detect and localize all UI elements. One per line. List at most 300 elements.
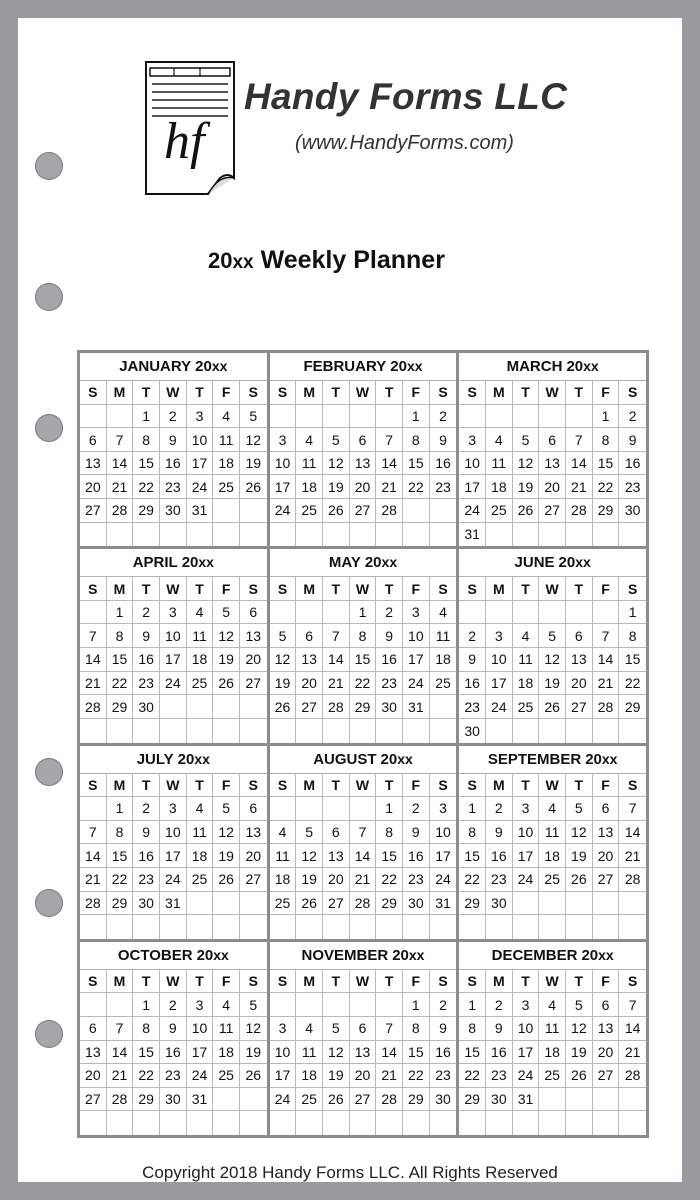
day-cell: 2 (430, 993, 457, 1017)
day-cell: 9 (160, 428, 187, 452)
weekday-header: T (187, 774, 214, 798)
day-cell (270, 601, 297, 625)
weekday-header: T (133, 381, 160, 405)
day-cell: 3 (459, 428, 486, 452)
day-cell: 5 (566, 993, 593, 1017)
day-cell: 14 (566, 452, 593, 476)
handy-forms-logo (144, 60, 236, 196)
day-cell: 7 (376, 428, 403, 452)
weekday-header: F (593, 970, 620, 994)
day-cell: 11 (270, 844, 297, 868)
day-cell: 6 (350, 428, 377, 452)
weekday-header: M (486, 577, 513, 601)
day-cell: 20 (240, 844, 267, 868)
day-cell (486, 1111, 513, 1135)
day-cell: 30 (376, 695, 403, 719)
day-cell: 4 (187, 601, 214, 625)
month-title: DECEMBER 20xx (459, 942, 646, 970)
day-cell (539, 892, 566, 916)
day-cell: 25 (270, 892, 297, 916)
day-cell: 12 (270, 648, 297, 672)
day-cell (376, 993, 403, 1017)
day-cell: 24 (513, 1064, 540, 1088)
day-cell: 31 (187, 1088, 214, 1112)
day-cell (376, 1111, 403, 1135)
day-cell: 14 (376, 452, 403, 476)
day-cell: 9 (133, 624, 160, 648)
day-cell: 6 (350, 1017, 377, 1041)
day-cell: 23 (403, 868, 430, 892)
day-cell: 3 (486, 624, 513, 648)
day-cell: 23 (430, 1064, 457, 1088)
day-cell (296, 405, 323, 429)
day-cell: 25 (296, 1088, 323, 1112)
day-cell: 16 (376, 648, 403, 672)
day-cell (350, 405, 377, 429)
day-cell: 7 (107, 428, 134, 452)
day-cell: 28 (80, 695, 107, 719)
day-cell: 12 (323, 1041, 350, 1065)
weekday-header: T (513, 577, 540, 601)
day-cell: 9 (486, 821, 513, 845)
day-cell: 15 (619, 648, 646, 672)
day-cell: 13 (593, 1017, 620, 1041)
day-cell: 11 (539, 1017, 566, 1041)
day-cell (486, 523, 513, 547)
day-cell: 8 (133, 1017, 160, 1041)
weekday-header: M (107, 970, 134, 994)
day-cell: 12 (213, 624, 240, 648)
day-cell: 10 (270, 1041, 297, 1065)
day-cell (80, 405, 107, 429)
day-cell: 5 (566, 797, 593, 821)
day-cell: 31 (430, 892, 457, 916)
day-cell: 21 (323, 672, 350, 696)
binder-hole (35, 758, 63, 786)
day-cell (403, 499, 430, 523)
day-cell: 3 (160, 601, 187, 625)
day-cell (376, 405, 403, 429)
month-november (270, 942, 457, 1135)
day-cell (619, 1111, 646, 1135)
day-cell: 4 (486, 428, 513, 452)
day-cell (270, 993, 297, 1017)
weekday-header: F (403, 774, 430, 798)
day-cell (593, 1088, 620, 1112)
day-cell: 24 (270, 1088, 297, 1112)
day-cell: 13 (80, 452, 107, 476)
day-cell: 18 (187, 844, 214, 868)
day-cell: 3 (187, 405, 214, 429)
weekday-header: T (376, 577, 403, 601)
day-cell: 22 (376, 868, 403, 892)
day-cell: 27 (593, 1064, 620, 1088)
weekday-header: T (133, 774, 160, 798)
weekday-header: S (240, 774, 267, 798)
day-cell: 15 (459, 1041, 486, 1065)
day-cell (270, 1111, 297, 1135)
day-cell: 24 (403, 672, 430, 696)
weekday-header: T (513, 774, 540, 798)
day-cell: 1 (459, 797, 486, 821)
weekday-header: W (350, 381, 377, 405)
weekday-header: S (459, 774, 486, 798)
day-cell: 10 (187, 1017, 214, 1041)
day-cell: 7 (376, 1017, 403, 1041)
day-cell: 8 (459, 1017, 486, 1041)
weekday-header: F (593, 381, 620, 405)
day-cell: 8 (107, 624, 134, 648)
day-cell (619, 892, 646, 916)
day-cell (187, 915, 214, 939)
day-cell (107, 993, 134, 1017)
day-cell: 3 (403, 601, 430, 625)
day-cell: 5 (296, 821, 323, 845)
day-cell: 14 (323, 648, 350, 672)
day-cell: 30 (619, 499, 646, 523)
day-cell: 11 (296, 1041, 323, 1065)
day-cell: 8 (376, 821, 403, 845)
day-cell: 18 (213, 1041, 240, 1065)
day-cell (593, 523, 620, 547)
day-cell (376, 915, 403, 939)
day-cell: 25 (486, 499, 513, 523)
day-cell: 25 (187, 868, 214, 892)
weekday-header: W (350, 577, 377, 601)
day-cell (539, 601, 566, 625)
day-cell (323, 797, 350, 821)
weekday-header: F (403, 577, 430, 601)
day-cell (107, 719, 134, 743)
day-cell: 14 (107, 452, 134, 476)
day-cell: 10 (160, 624, 187, 648)
day-cell (323, 601, 350, 625)
day-cell: 27 (80, 499, 107, 523)
day-cell: 9 (430, 428, 457, 452)
day-cell (213, 499, 240, 523)
day-cell (213, 695, 240, 719)
day-cell: 25 (296, 499, 323, 523)
day-cell (213, 915, 240, 939)
day-cell (619, 1088, 646, 1112)
day-cell: 28 (566, 499, 593, 523)
day-cell: 3 (513, 797, 540, 821)
day-cell (240, 719, 267, 743)
day-cell (160, 523, 187, 547)
day-cell (187, 523, 214, 547)
day-cell: 10 (430, 821, 457, 845)
weekday-header: S (459, 970, 486, 994)
day-cell: 21 (107, 475, 134, 499)
day-cell (240, 1111, 267, 1135)
month-title: SEPTEMBER 20xx (459, 746, 646, 774)
day-cell: 26 (296, 892, 323, 916)
month-title: FEBRUARY 20xx (270, 353, 457, 381)
day-cell (80, 993, 107, 1017)
day-cell (430, 1111, 457, 1135)
day-cell: 26 (213, 868, 240, 892)
company-website: (www.HandyForms.com) (295, 132, 514, 154)
weekday-header: S (459, 577, 486, 601)
month-june (459, 549, 646, 742)
day-cell: 17 (403, 648, 430, 672)
weekday-header: T (323, 774, 350, 798)
month-title: JUNE 20xx (459, 549, 646, 577)
day-cell: 12 (240, 1017, 267, 1041)
day-cell: 7 (566, 428, 593, 452)
day-cell: 10 (486, 648, 513, 672)
day-cell: 13 (296, 648, 323, 672)
day-cell (513, 915, 540, 939)
day-cell: 15 (107, 648, 134, 672)
day-cell: 24 (486, 695, 513, 719)
day-cell: 29 (376, 892, 403, 916)
day-cell: 10 (513, 821, 540, 845)
day-cell: 2 (160, 993, 187, 1017)
day-cell (513, 719, 540, 743)
weekday-header: T (566, 381, 593, 405)
day-cell (213, 1111, 240, 1135)
day-cell (593, 892, 620, 916)
weekday-header: S (430, 577, 457, 601)
day-cell: 17 (270, 475, 297, 499)
day-cell (376, 523, 403, 547)
day-cell (486, 915, 513, 939)
day-cell: 22 (593, 475, 620, 499)
day-cell: 28 (107, 499, 134, 523)
day-cell (539, 1088, 566, 1112)
day-cell: 22 (133, 475, 160, 499)
day-cell: 21 (619, 1041, 646, 1065)
day-cell: 18 (187, 648, 214, 672)
day-cell: 30 (486, 892, 513, 916)
day-cell (513, 1111, 540, 1135)
day-cell (323, 993, 350, 1017)
weekday-header: S (270, 381, 297, 405)
day-cell: 29 (133, 1088, 160, 1112)
month-title: MARCH 20xx (459, 353, 646, 381)
day-cell: 27 (539, 499, 566, 523)
day-cell: 21 (107, 1064, 134, 1088)
day-cell: 14 (593, 648, 620, 672)
day-cell: 9 (133, 821, 160, 845)
day-cell (566, 523, 593, 547)
day-cell (593, 1111, 620, 1135)
day-cell: 30 (133, 695, 160, 719)
day-cell (107, 1111, 134, 1135)
day-cell: 9 (619, 428, 646, 452)
day-cell (403, 1111, 430, 1135)
day-cell: 4 (539, 993, 566, 1017)
day-cell (350, 719, 377, 743)
weekday-header: T (323, 970, 350, 994)
day-cell: 25 (539, 868, 566, 892)
weekday-header: M (486, 970, 513, 994)
day-cell (539, 523, 566, 547)
day-cell: 23 (459, 695, 486, 719)
day-cell: 13 (539, 452, 566, 476)
day-cell: 16 (486, 1041, 513, 1065)
day-cell: 24 (430, 868, 457, 892)
day-cell: 7 (350, 821, 377, 845)
day-cell: 6 (240, 797, 267, 821)
day-cell: 25 (539, 1064, 566, 1088)
day-cell: 7 (80, 821, 107, 845)
day-cell: 28 (593, 695, 620, 719)
day-cell: 16 (403, 844, 430, 868)
day-cell: 6 (296, 624, 323, 648)
day-cell: 4 (513, 624, 540, 648)
day-cell: 13 (350, 452, 377, 476)
day-cell: 7 (619, 993, 646, 1017)
weekday-header: S (80, 774, 107, 798)
weekday-header: S (619, 577, 646, 601)
day-cell: 13 (240, 821, 267, 845)
weekday-header: S (80, 970, 107, 994)
weekday-header: S (619, 970, 646, 994)
day-cell: 10 (513, 1017, 540, 1041)
month-title: OCTOBER 20xx (80, 942, 267, 970)
day-cell: 2 (486, 993, 513, 1017)
day-cell (350, 523, 377, 547)
day-cell: 19 (539, 672, 566, 696)
day-cell: 29 (107, 695, 134, 719)
day-cell (80, 797, 107, 821)
day-cell: 24 (160, 868, 187, 892)
day-cell (270, 797, 297, 821)
day-cell (323, 719, 350, 743)
month-december (459, 942, 646, 1135)
weekday-header: M (296, 774, 323, 798)
day-cell (240, 892, 267, 916)
day-cell: 10 (187, 428, 214, 452)
binder-hole (35, 889, 63, 917)
day-cell: 5 (240, 993, 267, 1017)
day-cell (430, 719, 457, 743)
weekday-header: T (376, 381, 403, 405)
day-cell: 13 (323, 844, 350, 868)
day-cell: 4 (187, 797, 214, 821)
weekday-header: M (296, 381, 323, 405)
day-cell: 23 (619, 475, 646, 499)
day-cell: 27 (80, 1088, 107, 1112)
day-cell: 22 (107, 868, 134, 892)
day-cell: 13 (593, 821, 620, 845)
day-cell (566, 1111, 593, 1135)
day-cell: 30 (403, 892, 430, 916)
day-cell (187, 719, 214, 743)
day-cell: 25 (187, 672, 214, 696)
day-cell: 17 (513, 844, 540, 868)
day-cell: 13 (350, 1041, 377, 1065)
day-cell: 24 (459, 499, 486, 523)
day-cell: 26 (539, 695, 566, 719)
day-cell (459, 601, 486, 625)
day-cell: 1 (133, 993, 160, 1017)
day-cell: 16 (459, 672, 486, 696)
day-cell: 2 (403, 797, 430, 821)
day-cell: 27 (296, 695, 323, 719)
weekday-header: F (403, 381, 430, 405)
day-cell (160, 695, 187, 719)
day-cell: 7 (107, 1017, 134, 1041)
day-cell: 3 (187, 993, 214, 1017)
weekday-header: T (513, 970, 540, 994)
planner-page (18, 18, 682, 1182)
day-cell (350, 993, 377, 1017)
day-cell: 16 (486, 844, 513, 868)
day-cell: 18 (430, 648, 457, 672)
day-cell: 1 (350, 601, 377, 625)
day-cell: 9 (160, 1017, 187, 1041)
day-cell: 10 (270, 452, 297, 476)
day-cell: 29 (459, 892, 486, 916)
day-cell: 21 (80, 672, 107, 696)
day-cell: 14 (107, 1041, 134, 1065)
day-cell (566, 915, 593, 939)
day-cell: 30 (133, 892, 160, 916)
day-cell (593, 719, 620, 743)
day-cell (350, 797, 377, 821)
day-cell (323, 523, 350, 547)
weekday-header: M (107, 381, 134, 405)
day-cell: 8 (459, 821, 486, 845)
day-cell: 9 (430, 1017, 457, 1041)
weekday-header: S (430, 970, 457, 994)
day-cell: 17 (187, 1041, 214, 1065)
day-cell: 18 (213, 452, 240, 476)
day-cell: 17 (270, 1064, 297, 1088)
day-cell: 8 (107, 821, 134, 845)
day-cell (350, 915, 377, 939)
day-cell: 6 (240, 601, 267, 625)
day-cell: 25 (430, 672, 457, 696)
day-cell: 1 (133, 405, 160, 429)
day-cell: 23 (430, 475, 457, 499)
day-cell: 30 (430, 1088, 457, 1112)
day-cell: 30 (160, 499, 187, 523)
day-cell (240, 915, 267, 939)
day-cell: 6 (323, 821, 350, 845)
day-cell: 18 (296, 475, 323, 499)
weekday-header: T (323, 577, 350, 601)
weekday-header: T (566, 774, 593, 798)
day-cell (403, 523, 430, 547)
day-cell: 26 (513, 499, 540, 523)
day-cell: 7 (323, 624, 350, 648)
day-cell: 5 (240, 405, 267, 429)
weekday-header: T (133, 970, 160, 994)
day-cell: 13 (566, 648, 593, 672)
day-cell: 3 (270, 1017, 297, 1041)
day-cell: 27 (240, 672, 267, 696)
day-cell: 11 (187, 821, 214, 845)
day-cell: 30 (459, 719, 486, 743)
day-cell: 13 (80, 1041, 107, 1065)
day-cell (80, 719, 107, 743)
day-cell: 24 (187, 1064, 214, 1088)
day-cell: 23 (160, 475, 187, 499)
weekday-header: T (187, 381, 214, 405)
day-cell (270, 719, 297, 743)
day-cell (270, 915, 297, 939)
day-cell: 4 (270, 821, 297, 845)
day-cell (323, 915, 350, 939)
month-january (80, 353, 267, 546)
day-cell: 5 (539, 624, 566, 648)
day-cell: 26 (566, 1064, 593, 1088)
day-cell: 24 (513, 868, 540, 892)
